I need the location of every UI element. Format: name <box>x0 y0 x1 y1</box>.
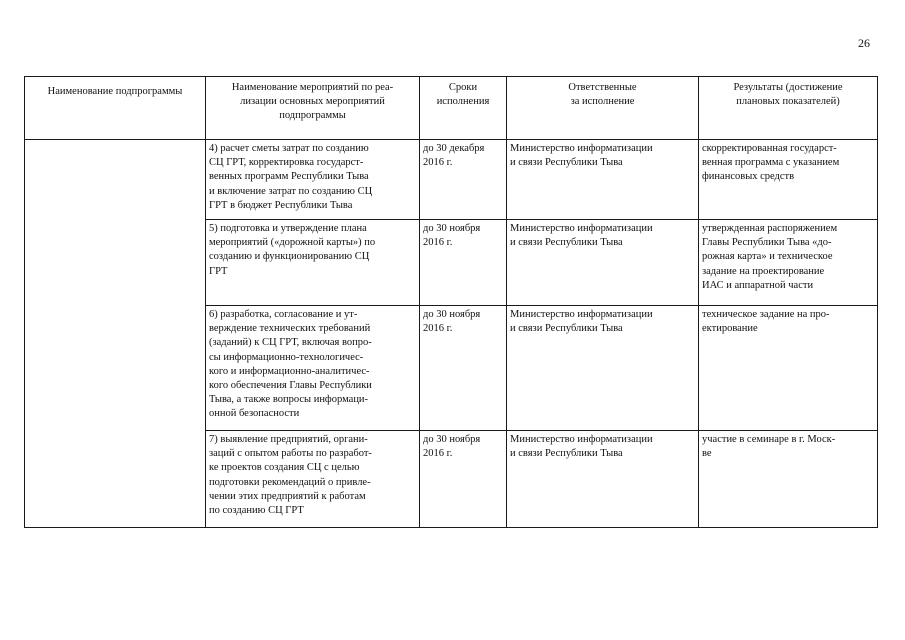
result-cell: скорректированная государст- венная программа с указанием финансовых средств <box>699 140 878 220</box>
subprogram-cell <box>25 140 206 528</box>
table-row <box>25 140 878 220</box>
activities-table <box>24 76 878 528</box>
deadline-cell: до 30 ноября 2016 г. <box>420 220 507 306</box>
deadline-cell: до 30 декабря 2016 г. <box>420 140 507 220</box>
activity-cell: 7) выявление предприятий, органи- заций с опытом работы по разработ- ке проектов создания СЦ с целью подготовки рекомендаций о привле- чении этих предприятий к работам по созданию СЦ ГРТ <box>206 431 420 528</box>
responsible-cell: Министерство информатизации и связи Республики Тыва <box>507 431 699 528</box>
header-activity: Наименование мероприятий по реа- лизации основных мероприятий подпрограммы <box>206 77 420 140</box>
page-number: 26 <box>858 36 870 50</box>
activity-cell: 4) расчет сметы затрат по созданию СЦ ГРТ, корректировка государст- венных программ Республики Тыва и включение затрат по созданию СЦ ГРТ в бюджет Республики Тыва <box>206 140 420 220</box>
header-responsible: Ответственные за исполнение <box>507 77 699 140</box>
deadline-cell: до 30 ноября 2016 г. <box>420 306 507 431</box>
result-cell: техническое задание на про- ектирование <box>699 306 878 431</box>
result-cell: участие в семинаре в г. Моск- ве <box>699 431 878 528</box>
activity-cell: 5) подготовка и утверждение плана мероприятий («дорожной карты») по созданию и функционированию СЦ ГРТ <box>206 220 420 306</box>
result-cell: утвержденная распоряжением Главы Республики Тыва «до- рожная карта» и техническое задание на проектирование ИАС и аппаратной части <box>699 220 878 306</box>
header-subprogram: Наименование подпрограммы <box>25 77 206 140</box>
activity-cell: 6) разработка, согласование и ут- верждение технических требований (заданий) к СЦ ГРТ, включая вопро- сы информационно-технологичес- кого и информационно-аналитичес- кого обеспечения Главы Республики Тыва, а также вопросы информаци- онной безопасности <box>206 306 420 431</box>
table-header-row <box>25 77 878 140</box>
responsible-cell: Министерство информатизации и связи Республики Тыва <box>507 220 699 306</box>
header-result: Результаты (достижение плановых показателей) <box>699 77 878 140</box>
header-deadline: Сроки исполнения <box>420 77 507 140</box>
responsible-cell: Министерство информатизации и связи Республики Тыва <box>507 306 699 431</box>
deadline-cell: до 30 ноября 2016 г. <box>420 431 507 528</box>
responsible-cell: Министерство информатизации и связи Республики Тыва <box>507 140 699 220</box>
